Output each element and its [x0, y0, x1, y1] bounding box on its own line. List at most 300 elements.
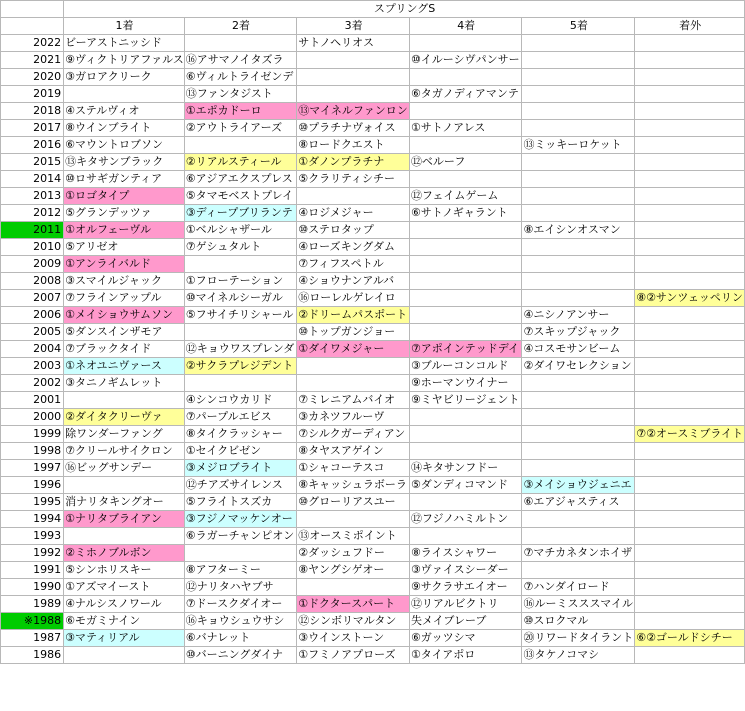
header-corner[interactable] [1, 18, 64, 35]
year-cell[interactable]: 1999 [1, 426, 64, 443]
year-cell[interactable]: 2005 [1, 324, 64, 341]
year-cell[interactable]: 2017 [1, 120, 64, 137]
result-cell[interactable]: ①エポカドーロ [184, 103, 296, 120]
year-cell[interactable]: 1994 [1, 511, 64, 528]
result-cell[interactable] [409, 222, 522, 239]
result-cell[interactable] [409, 409, 522, 426]
year-cell[interactable]: 1996 [1, 477, 64, 494]
result-cell[interactable] [635, 375, 745, 392]
result-cell[interactable] [64, 647, 185, 664]
year-cell[interactable]: 1989 [1, 596, 64, 613]
result-cell[interactable] [297, 375, 410, 392]
result-cell[interactable]: ⑤アリゼオ [64, 239, 185, 256]
result-cell[interactable] [635, 35, 745, 52]
result-cell[interactable] [522, 409, 635, 426]
table-row [1, 375, 745, 392]
result-cell[interactable]: ⑧エイシンオスマン [522, 222, 635, 239]
year-cell[interactable]: 2018 [1, 103, 64, 120]
year-cell[interactable]: 2000 [1, 409, 64, 426]
result-cell[interactable] [522, 511, 635, 528]
result-cell[interactable]: ⑦アポインテッドデイ [409, 341, 522, 358]
result-cell[interactable]: ⑥ラガーチャンピオン [184, 528, 296, 545]
result-cell[interactable] [297, 52, 410, 69]
result-cell[interactable]: ①ベルシャザール [184, 222, 296, 239]
table-row [1, 52, 745, 69]
year-cell[interactable]: 1987 [1, 630, 64, 647]
result-cell[interactable] [522, 52, 635, 69]
result-cell[interactable]: ⑩イルーシヴパンサー [409, 52, 522, 69]
result-cell[interactable]: ⑩バーニングダイナ [184, 647, 296, 664]
result-cell[interactable] [409, 137, 522, 154]
result-cell[interactable] [409, 239, 522, 256]
result-cell[interactable] [635, 511, 745, 528]
result-cell[interactable] [522, 69, 635, 86]
year-cell[interactable]: 2003 [1, 358, 64, 375]
result-cell[interactable]: ①ダイワメジャー [297, 341, 410, 358]
result-cell[interactable]: ⑬ミッキーロケット [522, 137, 635, 154]
result-cell[interactable]: ④シンコウカリド [184, 392, 296, 409]
column-header[interactable]: 4着 [409, 18, 522, 35]
result-cell[interactable] [635, 358, 745, 375]
year-cell[interactable]: 2001 [1, 392, 64, 409]
result-cell[interactable] [635, 409, 745, 426]
result-cell[interactable]: ②ダイタクリーヴァ [64, 409, 185, 426]
table-row [1, 273, 745, 290]
result-cell[interactable]: ③メイショウジェニエ [522, 477, 635, 494]
result-cell[interactable]: ⑩スロクマル [522, 613, 635, 630]
column-header[interactable]: 着外 [635, 18, 745, 35]
result-cell[interactable]: ⑥エアジャスティス [522, 494, 635, 511]
result-cell[interactable] [522, 375, 635, 392]
result-cell[interactable] [522, 171, 635, 188]
year-cell[interactable]: 2009 [1, 256, 64, 273]
result-cell[interactable]: ②ドリームパスポート [297, 307, 410, 324]
result-cell[interactable]: ④ショウナンアルバ [297, 273, 410, 290]
result-cell[interactable] [522, 426, 635, 443]
table-row [1, 358, 745, 375]
result-cell[interactable]: ⑳リワードタイラント [522, 630, 635, 647]
year-cell[interactable]: 1997 [1, 460, 64, 477]
result-cell[interactable] [635, 188, 745, 205]
result-cell[interactable] [297, 511, 410, 528]
result-cell[interactable] [297, 86, 410, 103]
result-cell[interactable]: ①シャコーテスコ [297, 460, 410, 477]
table-row [1, 205, 745, 222]
result-cell[interactable]: ビーアストニッシド [64, 35, 185, 52]
year-cell[interactable]: 2008 [1, 273, 64, 290]
result-cell[interactable]: ②リアルスティール [184, 154, 296, 171]
result-cell[interactable]: ③ウインストーン [297, 630, 410, 647]
result-cell[interactable] [64, 528, 185, 545]
result-cell[interactable]: ⑫チアズサイレンス [184, 477, 296, 494]
result-cell[interactable]: ⑧②サンツェッペリン [635, 290, 745, 307]
result-cell[interactable]: ⑩マイネルシーガル [184, 290, 296, 307]
result-cell[interactable]: ⑥モガミナイン [64, 613, 185, 630]
result-cell[interactable]: ⑤シンホリスキー [64, 562, 185, 579]
sheet-title[interactable]: スプリングS [64, 1, 745, 18]
result-cell[interactable]: ⑦ブラックタイド [64, 341, 185, 358]
result-cell[interactable]: ⑦マチカネタンホイザ [522, 545, 635, 562]
result-cell[interactable] [522, 86, 635, 103]
result-cell[interactable]: ⑩プラチナヴォイス [297, 120, 410, 137]
result-cell[interactable]: ⑦フラインアップル [64, 290, 185, 307]
table-row [1, 613, 745, 630]
title-row [1, 1, 745, 18]
year-cell[interactable]: 2007 [1, 290, 64, 307]
result-cell[interactable]: ④ナルシスノワール [64, 596, 185, 613]
result-cell[interactable]: ①ナリタブライアン [64, 511, 185, 528]
result-cell[interactable]: ⑫フェイムゲーム [409, 188, 522, 205]
result-cell[interactable]: ③メジロブライト [184, 460, 296, 477]
table-row [1, 307, 745, 324]
result-cell[interactable]: ④ローズキングダム [297, 239, 410, 256]
result-cell[interactable] [184, 545, 296, 562]
result-cell[interactable] [635, 562, 745, 579]
year-cell[interactable]: 1986 [1, 647, 64, 664]
table-row [1, 392, 745, 409]
column-header[interactable]: 3着 [297, 18, 410, 35]
result-cell[interactable] [635, 171, 745, 188]
result-cell[interactable] [297, 358, 410, 375]
result-cell[interactable] [297, 188, 410, 205]
year-cell[interactable]: 2013 [1, 188, 64, 205]
result-cell[interactable]: ⑧タヤスアゲイン [297, 443, 410, 460]
result-cell[interactable]: ①フミノアプローズ [297, 647, 410, 664]
result-cell[interactable] [64, 392, 185, 409]
result-cell[interactable]: ①メイショウサムソン [64, 307, 185, 324]
result-cell[interactable]: ⑦スキップジャック [522, 324, 635, 341]
result-cell[interactable] [409, 494, 522, 511]
result-cell[interactable]: ③スマイルジャック [64, 273, 185, 290]
result-cell[interactable]: ③ディープブリランテ [184, 205, 296, 222]
result-cell[interactable] [635, 341, 745, 358]
table-row [1, 460, 745, 477]
year-cell[interactable]: 2002 [1, 375, 64, 392]
result-cell[interactable]: ①サトノアレス [409, 120, 522, 137]
result-cell[interactable]: ①ドクタースパート [297, 596, 410, 613]
result-cell[interactable] [184, 324, 296, 341]
result-cell[interactable] [522, 103, 635, 120]
result-cell[interactable] [635, 613, 745, 630]
result-cell[interactable]: ⑧タイクラッシャー [184, 426, 296, 443]
result-cell[interactable]: ④ステルヴィオ [64, 103, 185, 120]
result-cell[interactable]: ⑦ドースクダイオー [184, 596, 296, 613]
result-cell[interactable] [409, 426, 522, 443]
result-cell[interactable]: ⑦シルクガーディアン [297, 426, 410, 443]
result-cell[interactable] [522, 562, 635, 579]
result-cell[interactable] [409, 273, 522, 290]
result-cell[interactable]: ①タイアポロ [409, 647, 522, 664]
result-cell[interactable]: ⑨ミヤビリージェント [409, 392, 522, 409]
column-header[interactable]: 1着 [64, 18, 185, 35]
result-cell[interactable]: ⑦クリールサイクロン [64, 443, 185, 460]
result-cell[interactable]: ②アウトライアーズ [184, 120, 296, 137]
table-row [1, 545, 745, 562]
result-cell[interactable]: ⑥ヴィルトライゼンデ [184, 69, 296, 86]
result-cell[interactable]: ⑧ウインブライト [64, 120, 185, 137]
year-cell[interactable]: 2006 [1, 307, 64, 324]
table-row [1, 511, 745, 528]
result-cell[interactable]: ③ガロアクリーク [64, 69, 185, 86]
result-cell[interactable] [635, 86, 745, 103]
result-cell[interactable] [635, 239, 745, 256]
result-cell[interactable] [635, 222, 745, 239]
result-cell[interactable]: ⑧ロードクエスト [297, 137, 410, 154]
result-cell[interactable] [635, 256, 745, 273]
year-cell[interactable]: 2011 [1, 222, 64, 239]
result-cell[interactable]: ⑥バナレット [184, 630, 296, 647]
result-cell[interactable]: ⑧アフターミー [184, 562, 296, 579]
result-cell[interactable] [635, 647, 745, 664]
result-cell[interactable] [522, 256, 635, 273]
result-cell[interactable]: ①フローテーション [184, 273, 296, 290]
result-cell[interactable] [635, 545, 745, 562]
result-cell[interactable]: ⑩グローリアスユー [297, 494, 410, 511]
year-cell[interactable]: 2020 [1, 69, 64, 86]
result-cell[interactable] [409, 528, 522, 545]
result-cell[interactable]: ⑤ダンディコマンド [409, 477, 522, 494]
table-row [1, 222, 745, 239]
result-cell[interactable]: ⑥タガノディアマンテ [409, 86, 522, 103]
result-cell[interactable] [409, 35, 522, 52]
result-cell[interactable]: ⑤フサイチリシャール [184, 307, 296, 324]
result-cell[interactable]: ②ミホノブルボン [64, 545, 185, 562]
result-cell[interactable]: ⑫ナリタハヤブサ [184, 579, 296, 596]
year-cell[interactable]: 1998 [1, 443, 64, 460]
result-cell[interactable] [635, 392, 745, 409]
table-row [1, 120, 745, 137]
year-cell[interactable]: 2015 [1, 154, 64, 171]
result-cell[interactable]: ③マティリアル [64, 630, 185, 647]
result-cell[interactable] [635, 460, 745, 477]
result-cell[interactable] [635, 494, 745, 511]
result-cell[interactable]: ⑬ファンタジスト [184, 86, 296, 103]
result-cell[interactable] [522, 188, 635, 205]
result-cell[interactable] [522, 443, 635, 460]
result-cell[interactable]: ⑫フジノハミルトン [409, 511, 522, 528]
title-corner[interactable] [1, 1, 64, 18]
result-cell[interactable]: ⑬キタサンブラック [64, 154, 185, 171]
result-cell[interactable] [522, 120, 635, 137]
result-cell[interactable]: ⑥マウントロブソン [64, 137, 185, 154]
result-cell[interactable] [522, 205, 635, 222]
result-cell[interactable]: ③ブルーコンコルド [409, 358, 522, 375]
result-cell[interactable] [409, 256, 522, 273]
result-cell[interactable]: 消ナリタキングオー [64, 494, 185, 511]
result-cell[interactable] [409, 290, 522, 307]
table-row [1, 596, 745, 613]
result-cell[interactable] [522, 392, 635, 409]
result-cell[interactable]: ⑦ゲシュタルト [184, 239, 296, 256]
result-cell[interactable]: 除ワンダーファング [64, 426, 185, 443]
result-cell[interactable]: ⑦ハンダイロード [522, 579, 635, 596]
result-cell[interactable]: ①ダノンプラチナ [297, 154, 410, 171]
result-cell[interactable]: 失メイブレーブ [409, 613, 522, 630]
result-cell[interactable]: ⑨ヴィクトリアファルス [64, 52, 185, 69]
year-cell[interactable]: 2012 [1, 205, 64, 222]
table-row [1, 239, 745, 256]
result-cell[interactable]: ⑧ヤングシゲオー [297, 562, 410, 579]
result-cell[interactable]: ①オルフェーヴル [64, 222, 185, 239]
table-row [1, 154, 745, 171]
result-cell[interactable]: ⑥ガッツシマ [409, 630, 522, 647]
result-cell[interactable]: ⑥サトノギャラント [409, 205, 522, 222]
year-cell[interactable]: 2019 [1, 86, 64, 103]
result-cell[interactable]: ⑩ロサギガンティア [64, 171, 185, 188]
result-cell[interactable] [635, 579, 745, 596]
table-row [1, 494, 745, 511]
result-cell[interactable]: ⑨サクラサエイオー [409, 579, 522, 596]
table-row [1, 290, 745, 307]
result-cell[interactable]: ⑨ホーマンウイナー [409, 375, 522, 392]
result-cell[interactable]: ⑬タケノコマシ [522, 647, 635, 664]
table-row [1, 579, 745, 596]
result-cell[interactable] [635, 273, 745, 290]
result-cell[interactable]: ⑫ベルーフ [409, 154, 522, 171]
result-cell[interactable] [635, 69, 745, 86]
result-cell[interactable] [184, 137, 296, 154]
result-cell[interactable] [522, 239, 635, 256]
result-cell[interactable]: ⑯キョウシュウサシ [184, 613, 296, 630]
year-cell[interactable]: ※1988 [1, 613, 64, 630]
result-cell[interactable]: ⑬オースミポイント [297, 528, 410, 545]
result-cell[interactable]: ⑦②オースミブライト [635, 426, 745, 443]
result-cell[interactable]: ⑩トップガンジョー [297, 324, 410, 341]
result-cell[interactable] [635, 52, 745, 69]
result-cell[interactable]: ⑤タマモベストプレイ [184, 188, 296, 205]
year-cell[interactable]: 1991 [1, 562, 64, 579]
result-cell[interactable]: ④ニシノアンサー [522, 307, 635, 324]
table-row [1, 86, 745, 103]
result-cell[interactable] [522, 528, 635, 545]
result-cell[interactable]: ⑫キョウワスプレンダ [184, 341, 296, 358]
result-cell[interactable]: ⑤グランデッツァ [64, 205, 185, 222]
table-row [1, 171, 745, 188]
table-row [1, 630, 745, 647]
result-cell[interactable]: ⑯ルーミスススマイル [522, 596, 635, 613]
result-cell[interactable]: ⑫シンボリマルタン [297, 613, 410, 630]
table-row [1, 647, 745, 664]
result-cell[interactable] [635, 120, 745, 137]
result-cell[interactable] [409, 103, 522, 120]
result-cell[interactable] [635, 528, 745, 545]
result-cell[interactable]: ①ネオユニヴァース [64, 358, 185, 375]
result-cell[interactable] [635, 477, 745, 494]
result-cell[interactable]: ⑦フィフスペトル [297, 256, 410, 273]
result-cell[interactable]: ⑯アサマノイタズラ [184, 52, 296, 69]
result-cell[interactable]: ⑥②ゴールドシチー [635, 630, 745, 647]
result-cell[interactable] [184, 256, 296, 273]
result-cell[interactable] [522, 290, 635, 307]
result-cell[interactable] [635, 324, 745, 341]
result-cell[interactable] [522, 273, 635, 290]
column-header[interactable]: 5着 [522, 18, 635, 35]
table-row [1, 341, 745, 358]
result-cell[interactable] [635, 443, 745, 460]
table-row [1, 443, 745, 460]
year-cell[interactable]: 1992 [1, 545, 64, 562]
result-cell[interactable] [522, 35, 635, 52]
year-cell[interactable]: 2021 [1, 52, 64, 69]
year-cell[interactable]: 2004 [1, 341, 64, 358]
result-cell[interactable] [297, 579, 410, 596]
result-cell[interactable]: ②ダッシュフドー [297, 545, 410, 562]
result-cell[interactable] [184, 375, 296, 392]
result-cell[interactable] [635, 596, 745, 613]
result-cell[interactable] [297, 69, 410, 86]
result-cell[interactable]: ⑫リアルビクトリ [409, 596, 522, 613]
result-cell[interactable] [635, 307, 745, 324]
result-cell[interactable]: ④コスモサンビーム [522, 341, 635, 358]
year-cell[interactable]: 2010 [1, 239, 64, 256]
table-row [1, 409, 745, 426]
column-header[interactable]: 2着 [184, 18, 296, 35]
result-cell[interactable]: ⑦パープルエビス [184, 409, 296, 426]
result-cell[interactable] [409, 171, 522, 188]
result-cell[interactable]: ④ロジメジャー [297, 205, 410, 222]
result-cell[interactable] [64, 477, 185, 494]
result-cell[interactable] [409, 443, 522, 460]
result-cell[interactable]: ⑧ライスシャワー [409, 545, 522, 562]
result-cell[interactable]: ②サクラプレジデント [184, 358, 296, 375]
result-cell[interactable]: ①アズマイースト [64, 579, 185, 596]
result-cell[interactable] [409, 69, 522, 86]
year-cell[interactable]: 1995 [1, 494, 64, 511]
result-cell[interactable]: ⑬マイネルファンロン [297, 103, 410, 120]
result-cell[interactable]: ①アンライバルド [64, 256, 185, 273]
result-cell[interactable] [635, 103, 745, 120]
result-cell[interactable] [635, 205, 745, 222]
result-cell[interactable]: ⑤ダンスインザモア [64, 324, 185, 341]
year-cell[interactable]: 2022 [1, 35, 64, 52]
table-row [1, 188, 745, 205]
result-cell[interactable]: ⑤クラリティシチー [297, 171, 410, 188]
result-cell[interactable] [522, 460, 635, 477]
result-cell[interactable] [522, 154, 635, 171]
result-cell[interactable]: ⑤フライトスズカ [184, 494, 296, 511]
result-cell[interactable]: ③フジノマッケンオー [184, 511, 296, 528]
result-cell[interactable]: ②ダイワセレクション [522, 358, 635, 375]
table-row [1, 137, 745, 154]
year-cell[interactable]: 1993 [1, 528, 64, 545]
result-cell[interactable]: ⑥アジアエクスプレス [184, 171, 296, 188]
result-cell[interactable] [184, 35, 296, 52]
result-cell[interactable]: ⑭キタサンフドー [409, 460, 522, 477]
result-cell[interactable] [635, 137, 745, 154]
result-cell[interactable]: ⑯ローレルゲレイロ [297, 290, 410, 307]
result-cell[interactable]: ⑦ミレニアムバイオ [297, 392, 410, 409]
result-cell[interactable]: ⑩ステロタップ [297, 222, 410, 239]
result-cell[interactable]: ③カネツフルーヴ [297, 409, 410, 426]
result-cell[interactable]: ①ロゴタイプ [64, 188, 185, 205]
result-cell[interactable]: ①セイクビゼン [184, 443, 296, 460]
table-row [1, 477, 745, 494]
result-cell[interactable]: ③タニノギムレット [64, 375, 185, 392]
result-cell[interactable] [64, 86, 185, 103]
result-cell[interactable] [635, 154, 745, 171]
result-cell[interactable]: ⑧キャッシュラボーラ [297, 477, 410, 494]
year-cell[interactable]: 2014 [1, 171, 64, 188]
year-cell[interactable]: 2016 [1, 137, 64, 154]
table-row [1, 35, 745, 52]
result-cell[interactable] [409, 307, 522, 324]
year-cell[interactable]: 1990 [1, 579, 64, 596]
result-cell[interactable]: ③ヴァイスシーダー [409, 562, 522, 579]
table-row [1, 324, 745, 341]
result-cell[interactable]: ⑯ビッグサンデー [64, 460, 185, 477]
result-cell[interactable]: サトノヘリオス [297, 35, 410, 52]
result-cell[interactable] [409, 324, 522, 341]
